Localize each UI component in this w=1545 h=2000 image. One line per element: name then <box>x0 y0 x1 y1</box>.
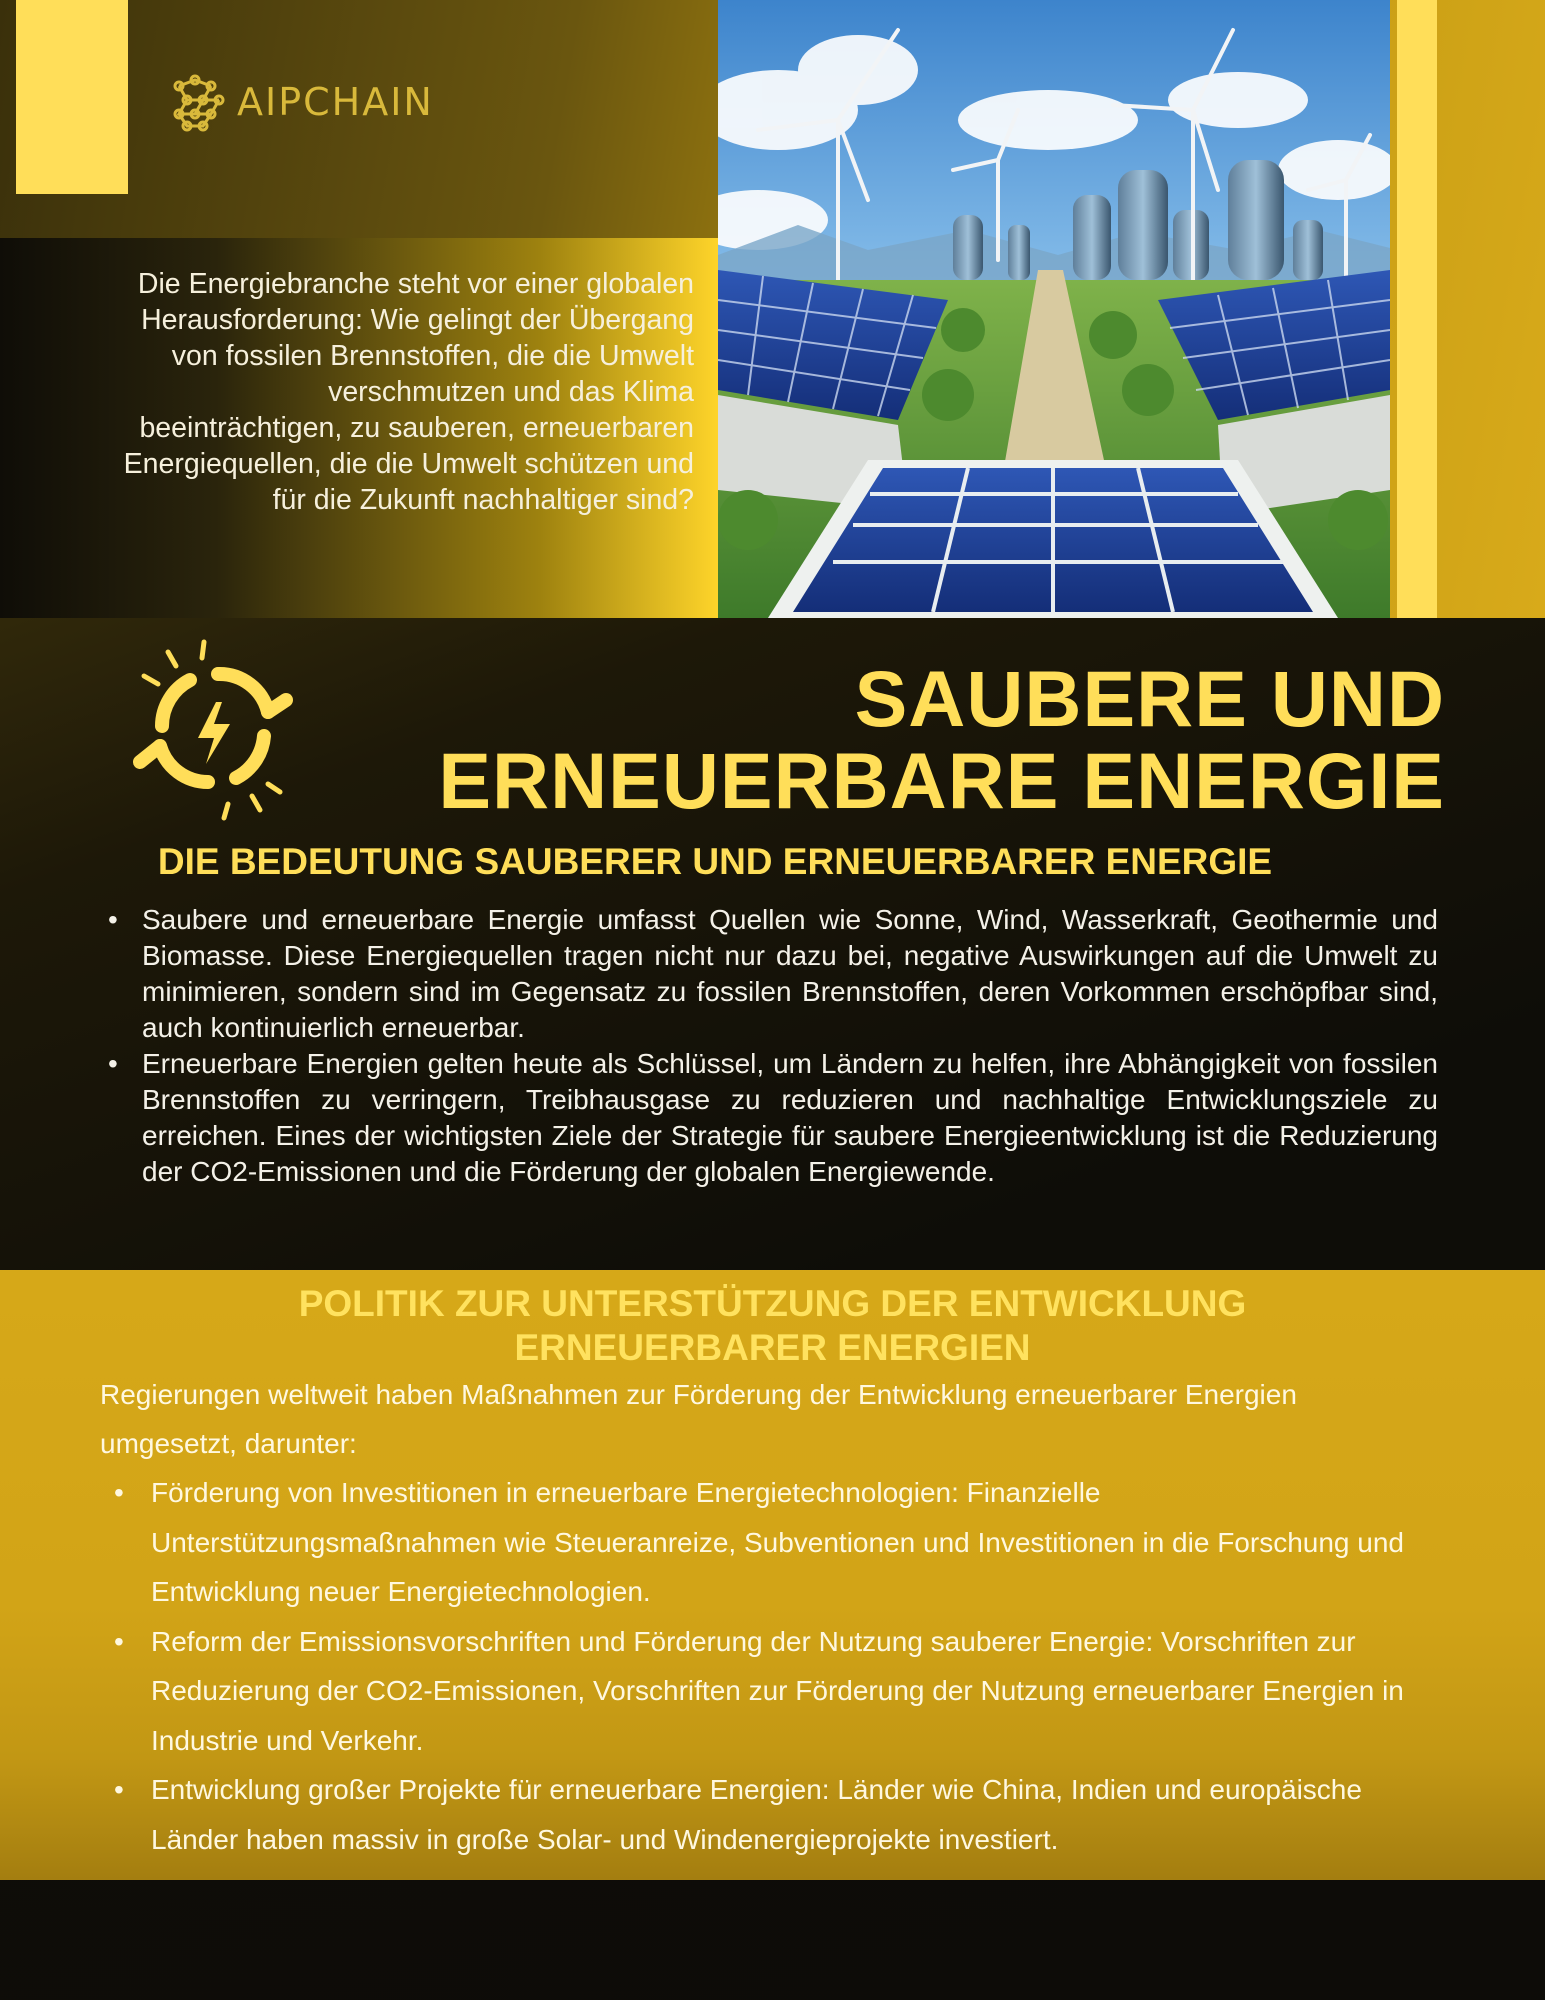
intro-paragraph: Die Energiebranche steht vor einer globalen Herausforderung: Wie gelingt der Übergang von fossilen Brennstoffen, die die Umwelt verschmutzen und das Klima beeinträchtigen, zu sauberen, erneuerbaren Energiequellen, die die Umwelt schützen und für die Zukunft nachhaltiger sind? <box>123 268 694 516</box>
decorative-yellow-strip <box>1397 0 1437 618</box>
brand-name: AIPCHAIN <box>237 80 434 124</box>
main-title-line1: SAUBERE UND <box>854 654 1445 743</box>
policy-heading <box>200 1282 1345 1370</box>
policy-list <box>114 1468 1444 1864</box>
policy-section <box>0 1270 1545 1880</box>
solar-wind-landscape-image <box>718 0 1390 618</box>
list-item: • Förderung von Investitionen in erneuerbare Energietechnologien: Finanzielle Unterstützungsmaßnahmen wie Steueranreize, Subventionen und Investitionen in die Forschung und Entwicklung neuer Energietechnologien. <box>114 1468 1444 1617</box>
policy-heading-line1: POLITIK ZUR UNTERSTÜTZUNG DER ENTWICKLUNG <box>298 1283 1247 1324</box>
main-title-line2: ERNEUERBARE ENERGIE <box>438 736 1445 825</box>
list-item: • Reform der Emissionsvorschriften und Förderung der Nutzung sauberer Energie: Vorschriften zur Reduzierung der CO2-Emissionen, Vorschriften zur Förderung der Nutzung erneuerbarer Energien in Industrie und Verkehr. <box>114 1617 1444 1766</box>
policy-intro: Regierungen weltweit haben Maßnahmen zur Förderung der Entwicklung erneuerbarer Energien umgesetzt, darunter: <box>100 1379 1297 1459</box>
hexagon-chain-logo-icon <box>165 72 225 132</box>
list-item: • Erneuerbare Energien gelten heute als Schlüssel, um Ländern zu helfen, ihre Abhängigkeit von fossilen Brennstoffen zu verringern, Treibhausgase zu reduzieren und nachhaltige Entwicklungsziele zu erreichen. Eines der wichtigsten Ziele der Strategie für saubere Energieentwicklung ist die Reduzierung der CO2-Emissionen und die Förderung der globalen Energiewende. <box>108 1046 1438 1190</box>
section1-heading: DIE BEDEUTUNG SAUBERER UND ERNEUERBARER ENERGIE <box>157 841 1273 882</box>
decorative-yellow-block <box>16 0 128 194</box>
hero-image <box>718 0 1390 618</box>
policy-heading-line2: ERNEUERBARER ENERGIEN <box>514 1327 1031 1368</box>
section1-list <box>108 902 1438 1190</box>
broken-chain-lightning-icon <box>118 636 308 826</box>
list-item: • Entwicklung großer Projekte für erneuerbare Energien: Länder wie China, Indien und europäische Länder haben massiv in große Solar- und Windenergieprojekte investiert. <box>114 1765 1444 1864</box>
main-title <box>380 654 1445 825</box>
brand-logo <box>165 72 434 132</box>
list-item: • Saubere und erneuerbare Energie umfasst Quellen wie Sonne, Wind, Wasserkraft, Geothermie und Biomasse. Diese Energiequellen tragen nicht nur dazu bei, negative Auswirkungen auf die Umwelt zu minimieren, sondern sind im Gegensatz zu fossilen Brennstoffen, deren Vorkommen erschöpfbar sind, auch kontinuierlich erneuerbar. <box>108 902 1438 1046</box>
